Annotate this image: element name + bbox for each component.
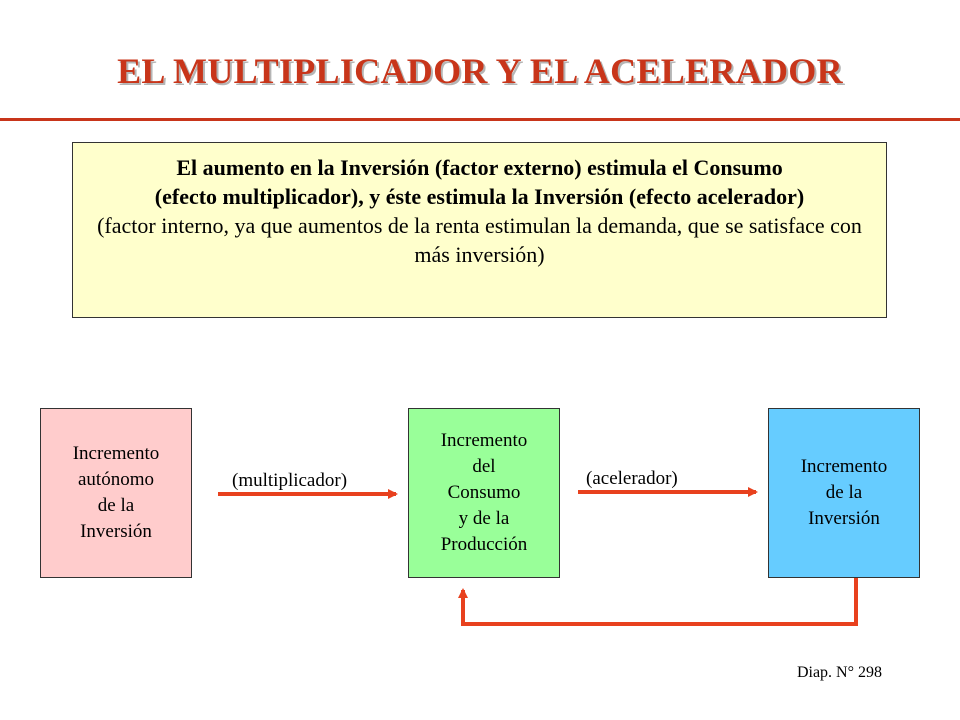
box-c-label: Incremento de la Inversión bbox=[800, 456, 888, 529]
box-a-label: Incremento autónomo de la Inversión bbox=[72, 443, 160, 542]
label-multiplicador: (multiplicador) bbox=[232, 470, 348, 491]
box-b-label: Incremento del Consumo y de la Producción bbox=[440, 430, 528, 555]
slide-title: EL MULTIPLICADOR Y EL ACELERADOR bbox=[117, 51, 843, 91]
explanation-normal-text: (factor interno, ya que aumentos de la renta estimulan la demanda, que se satisface con más inversión) bbox=[97, 213, 862, 267]
box-incremento-autonomo-inversion bbox=[40, 408, 192, 578]
explanation-bold-line-2: (efecto multiplicador), y éste estimula la Inversión (efecto acelerador) bbox=[154, 184, 805, 209]
label-acelerador: (acelerador) bbox=[586, 468, 678, 489]
box-incremento-consumo-produccion bbox=[408, 408, 560, 578]
slide-number: Diap. N° 298 bbox=[796, 664, 882, 681]
explanation-bold-line-1: El aumento en la Inversión (factor externo) estimula el Consumo bbox=[176, 155, 783, 180]
box-incremento-inversion bbox=[768, 408, 920, 578]
arrow-feedback bbox=[463, 578, 856, 624]
